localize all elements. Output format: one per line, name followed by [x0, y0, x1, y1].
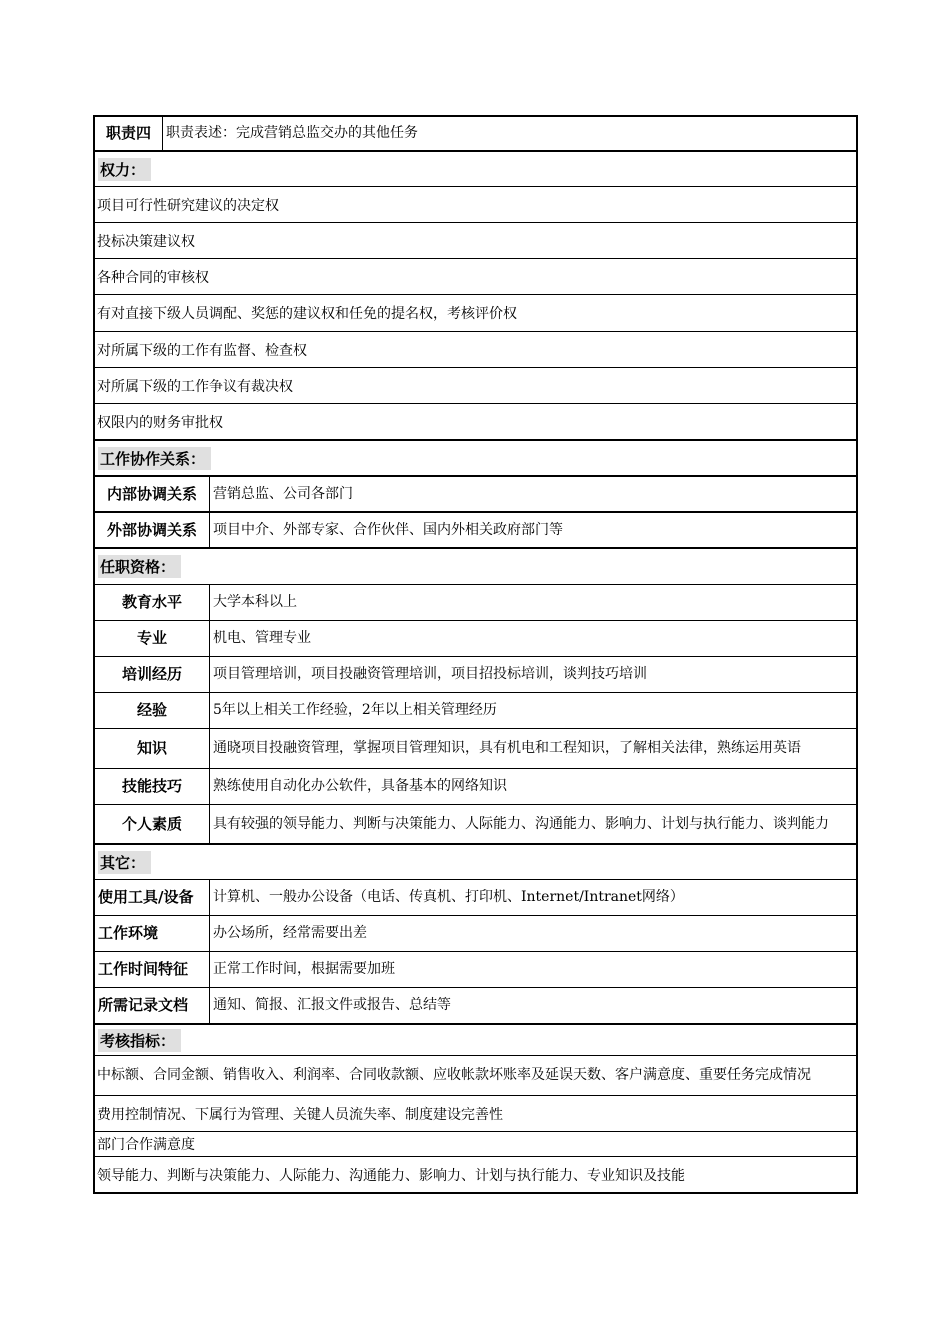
kpi-title: 考核指标： — [98, 1029, 181, 1052]
qualification-value: 项目管理培训，项目投融资管理培训，项目招投标培训，谈判技巧培训 — [213, 666, 647, 682]
kpi-item — [93, 1157, 858, 1194]
qualification-label: 培训经历 — [95, 657, 210, 692]
power-item — [93, 187, 858, 223]
duty-label: 职责四 — [95, 117, 163, 150]
power-item — [93, 259, 858, 295]
other-label: 所需记录文档 — [95, 988, 210, 1023]
power-title: 权力： — [98, 158, 151, 181]
other-row — [93, 916, 858, 952]
other-label: 使用工具/设备 — [95, 880, 210, 915]
relations-title: 工作协作关系： — [98, 447, 211, 470]
other-value: 办公场所，经常需要出差 — [213, 925, 367, 941]
qualification-row — [93, 621, 858, 657]
qualification-value: 通晓项目投融资管理，掌握项目管理知识，具有机电和工程知识，了解相关法律，熟练运用英语 — [213, 740, 801, 756]
qualification-value: 大学本科以上 — [213, 594, 297, 610]
qualification-row — [93, 693, 858, 729]
power-item-text: 对所属下级的工作有监督、检查权 — [97, 342, 307, 359]
kpi-item — [93, 1056, 858, 1096]
power-item — [93, 368, 858, 404]
power-item — [93, 404, 858, 441]
qualification-label: 知识 — [95, 729, 210, 768]
relation-label: 内部协调关系 — [95, 477, 210, 511]
kpi-item-text: 领导能力、判断与决策能力、人际能力、沟通能力、影响力、计划与执行能力、专业知识及技能 — [97, 1167, 685, 1184]
qualification-label: 教育水平 — [95, 585, 210, 620]
job-description-table — [93, 115, 858, 1194]
qualification-row — [93, 657, 858, 693]
other-row — [93, 988, 858, 1025]
qualification-row — [93, 729, 858, 769]
power-item — [93, 223, 858, 259]
kpi-item — [93, 1096, 858, 1132]
qualification-value: 熟练使用自动化办公软件，具备基本的网络知识 — [213, 778, 507, 794]
other-section-header — [93, 845, 858, 880]
qualifications-title: 任职资格： — [98, 555, 181, 578]
duty-row — [93, 115, 858, 152]
other-row — [93, 952, 858, 988]
qualification-row — [93, 805, 858, 845]
other-row — [93, 880, 858, 916]
kpi-section-header — [93, 1025, 858, 1056]
other-value: 通知、简报、汇报文件或报告、总结等 — [213, 997, 451, 1013]
qualification-value: 具有较强的领导能力、判断与决策能力、人际能力、沟通能力、影响力、计划与执行能力、谈判能力 — [213, 815, 829, 832]
power-item-text: 对所属下级的工作争议有裁决权 — [97, 378, 293, 395]
kpi-item — [93, 1132, 858, 1157]
relation-row — [93, 477, 858, 513]
other-label: 工作环境 — [95, 916, 210, 951]
qualification-label: 技能技巧 — [95, 769, 210, 804]
other-title: 其它： — [98, 851, 151, 874]
relation-value: 营销总监、公司各部门 — [213, 485, 353, 502]
power-item-text: 权限内的财务审批权 — [97, 414, 223, 431]
qualification-value: 5年以上相关工作经验，2年以上相关管理经历 — [213, 702, 497, 718]
qualification-label: 经验 — [95, 693, 210, 728]
other-value: 计算机、一般办公设备（电话、传真机、打印机、Internet/Intranet网络） — [213, 889, 684, 905]
qualifications-section-header — [93, 549, 858, 585]
power-item-text: 项目可行性研究建议的决定权 — [97, 197, 279, 214]
other-label: 工作时间特征 — [95, 952, 210, 987]
kpi-item-text: 部门合作满意度 — [97, 1137, 195, 1153]
qualification-row — [93, 585, 858, 621]
relation-row — [93, 513, 858, 549]
qualification-value: 机电、管理专业 — [213, 630, 311, 646]
power-section-header — [93, 152, 858, 187]
other-value: 正常工作时间，根据需要加班 — [213, 961, 395, 977]
kpi-item-text: 中标额、合同金额、销售收入、利润率、合同收款额、应收帐款坏账率及延误天数、客户满意度、重要任务完成情况 — [97, 1067, 811, 1083]
power-item — [93, 332, 858, 368]
power-item — [93, 295, 858, 332]
power-item-text: 有对直接下级人员调配、奖惩的建议权和任免的提名权，考核评价权 — [97, 306, 517, 322]
relation-value: 项目中介、外部专家、合作伙伴、国内外相关政府部门等 — [213, 521, 563, 538]
power-item-text: 各种合同的审核权 — [97, 269, 209, 286]
duty-text: 职责表述：完成营销总监交办的其他任务 — [166, 125, 418, 141]
qualification-label: 个人素质 — [95, 805, 210, 843]
qualification-row — [93, 769, 858, 805]
power-item-text: 投标决策建议权 — [97, 233, 195, 250]
kpi-item-text: 费用控制情况、下属行为管理、关键人员流失率、制度建设完善性 — [97, 1106, 503, 1123]
qualification-label: 专业 — [95, 621, 210, 656]
relation-label: 外部协调关系 — [95, 513, 210, 547]
relations-section-header — [93, 441, 858, 477]
